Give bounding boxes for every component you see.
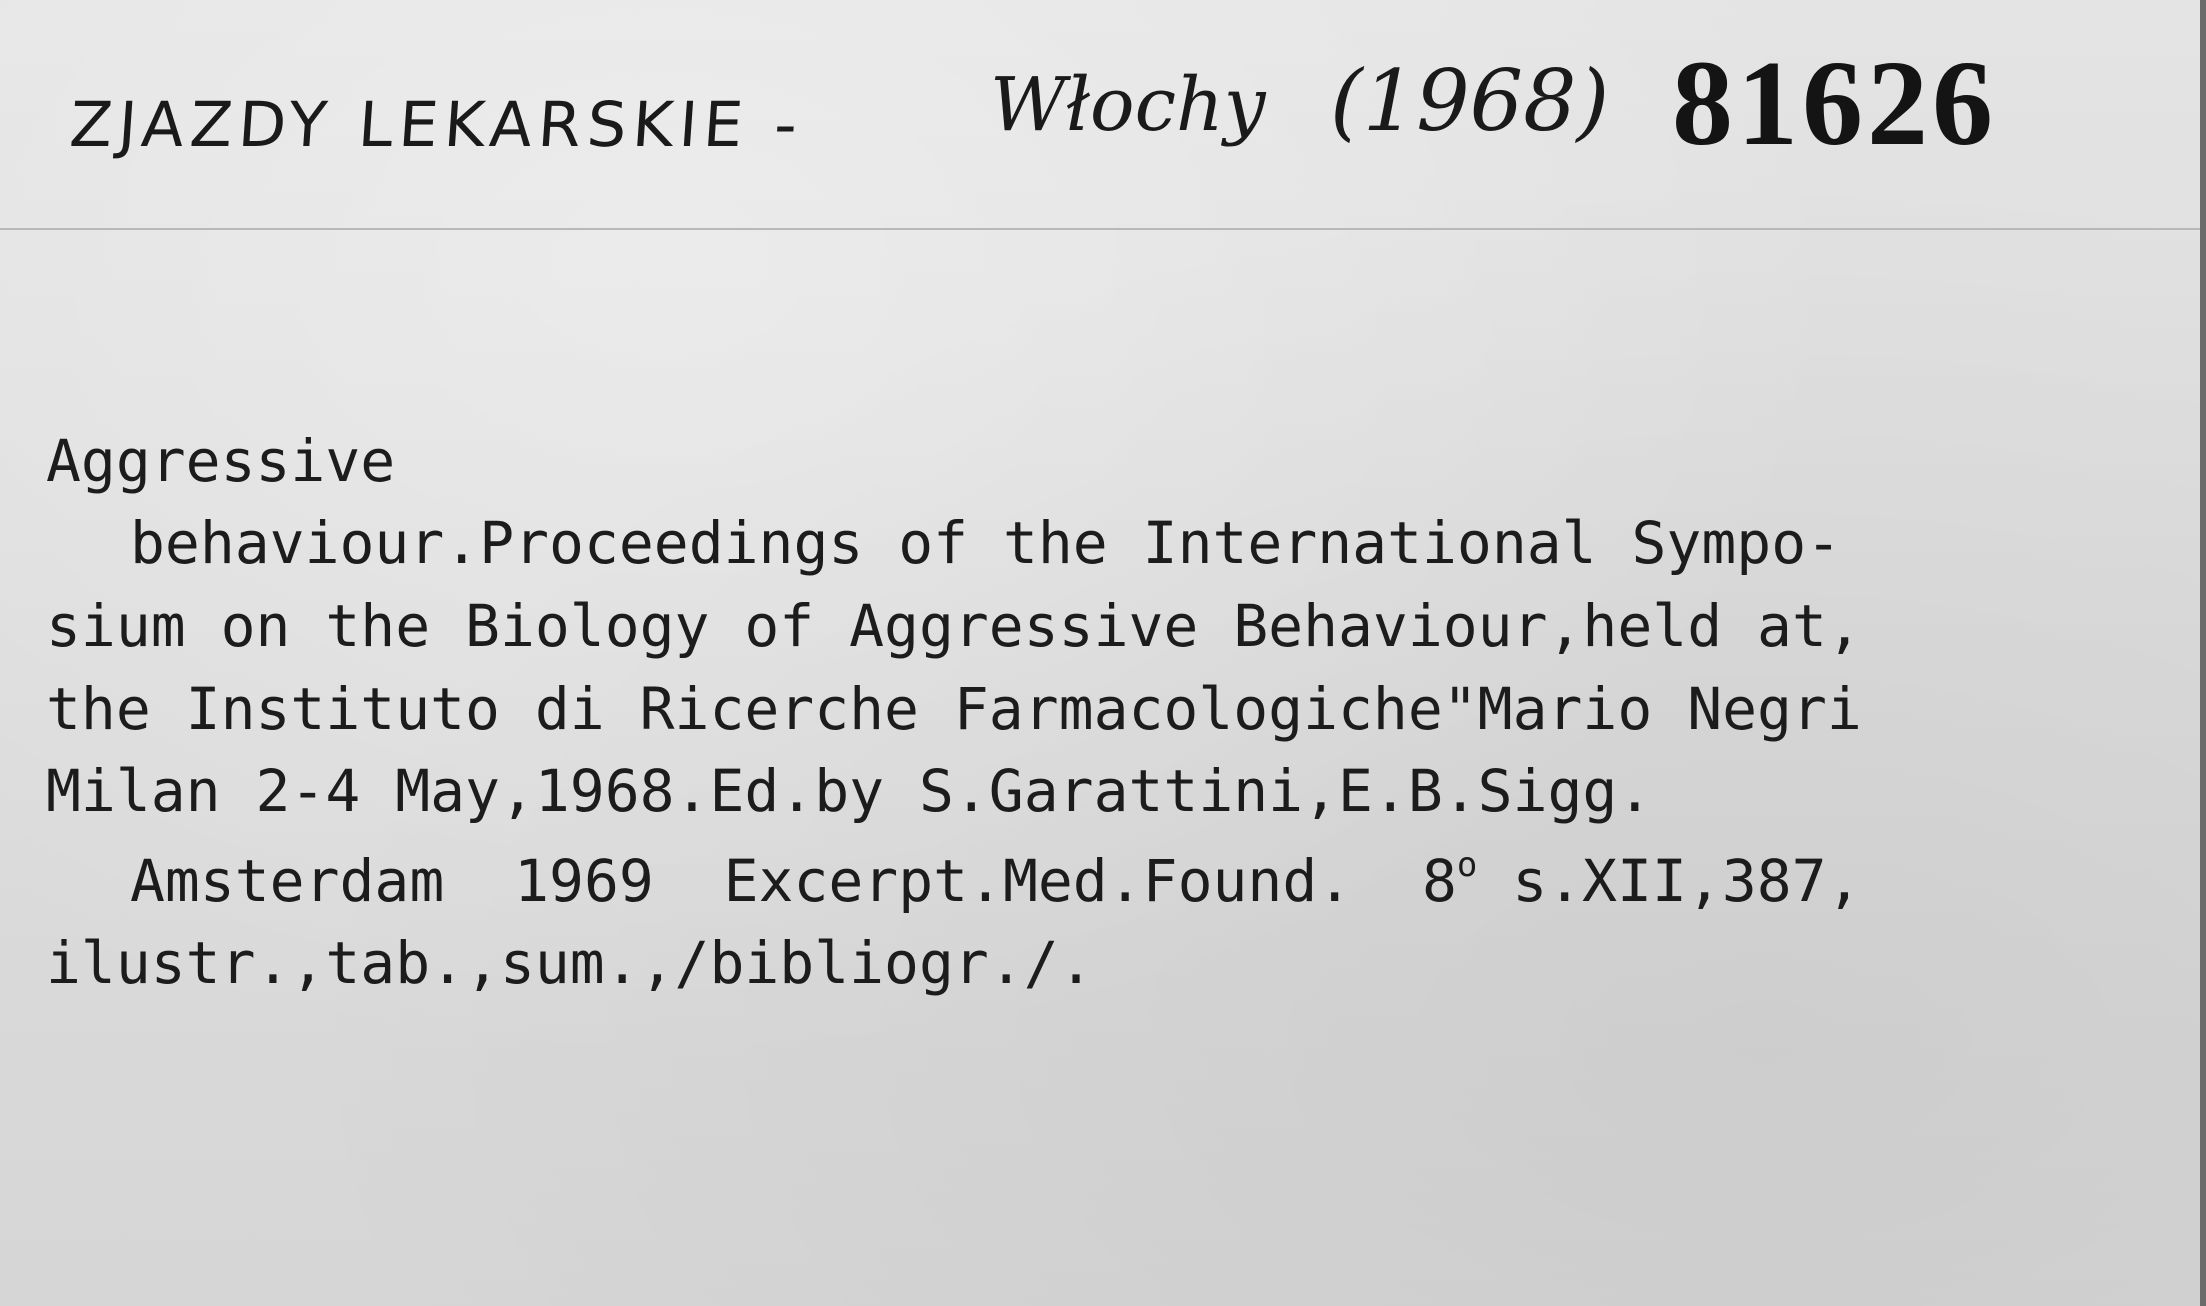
description-line-1: behaviour.Proceedings of the International Sympo- [130, 509, 1842, 577]
imprint-place-date: Amsterdam 1969 Excerpt.Med.Found. 8 [130, 847, 1457, 915]
subject-heading: ZJAZDY LEKARSKIE - [67, 88, 806, 161]
description-line-3: the Instituto di Ricerche Farmacologiche"Mario Negri [46, 675, 1862, 743]
description-line-4: Milan 2-4 May,1968.Ed.by S.Garattini,E.B.Sigg. [46, 757, 1653, 825]
description-line-5: ilustr.,tab.,sum.,/bibliogr./. [46, 929, 1094, 997]
format-superscript: o [1456, 845, 1478, 885]
description-line-2: sium on the Biology of Aggressive Behaviour,held at, [46, 592, 1862, 660]
entry-word: Aggressive [46, 427, 396, 495]
handwritten-country: Włochy [990, 62, 1266, 148]
imprint-line [130, 845, 1862, 915]
card-top-rule [0, 228, 2206, 230]
call-number: 81626 [1672, 36, 1997, 171]
handwritten-year: (1968) [1330, 52, 1610, 150]
imprint-pages: s.XII,387, [1477, 847, 1862, 915]
card-right-edge [2200, 0, 2206, 1306]
